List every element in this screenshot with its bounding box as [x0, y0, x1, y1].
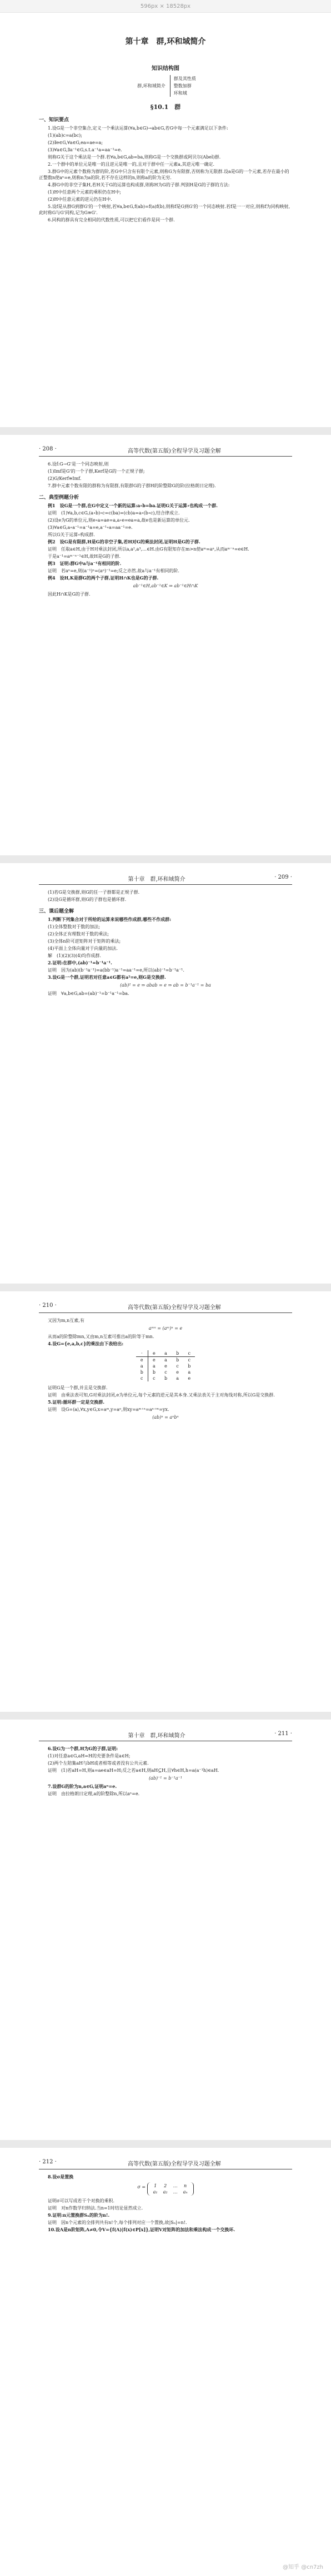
paragraph: 6.同构的群具有完全相同的代数性质,可以把它们看作是同一个群.	[48, 217, 175, 222]
exercise-statement: 4.设G={e,a,b,c}的乘法由下表给出:	[48, 1341, 124, 1346]
paragraph: 因此H∩K是G的子群.	[48, 592, 91, 597]
paragraph: 于是a⁻¹=aᵐ⁻ⁿ⁻¹∈H,故H是G的子群.	[48, 554, 121, 559]
paragraph: 证明 若aⁿ=e,则(a⁻¹)ⁿ=(aⁿ)⁻¹=e;反之亦然.故a与a⁻¹有相同的阶.	[48, 568, 179, 573]
page-number: · 210 ·	[39, 1302, 57, 1309]
table-cell: a	[160, 1350, 172, 1357]
paragraph: 证明 由乘法表可知,G对乘法封闭,e为单位元,每个元素的逆元是其本身.又乘法表关于主对角线对称,所以G是交换群.	[48, 1393, 275, 1398]
running-header	[39, 446, 292, 457]
paragraph: 证明 (1)若aH=H,则a=ae∈aH=H;反之若a∈H,则aH⊆H,且∀h∈H,h=a(a⁻¹h)∈aH.	[48, 1768, 219, 1773]
page-separator	[0, 427, 331, 435]
map-branch: 整数加群	[173, 83, 192, 88]
map-branch: 环和域	[173, 91, 187, 96]
table-cell: e	[188, 1376, 191, 1381]
map-branch: 群及其性质	[173, 76, 196, 81]
paragraph: 7.群中元素个数有限的群称为有限群,有限群G的子群H的阶整除G的阶(拉格朗日定理).	[48, 483, 216, 488]
page-separator	[0, 1712, 331, 1720]
paragraph: 证明 ∀a,b∈G,ab=(ab)⁻¹=b⁻¹a⁻¹=ba.	[48, 991, 129, 996]
paragraph: 证明 因n个元素的全排列共有n!个,每个排列对应一个置换,故|Sₙ|=n!.	[48, 2220, 187, 2225]
exercise-statement: 1.判断下列集合对于所给的运算来说哪些作成群,哪些不作成群:	[48, 917, 172, 922]
exercise-statement: 10.设A是n阶矩阵,A≠0,令V={f(A)|f(x)∈P[x]},证明V对矩阵的加法和乘法构成一个交换环.	[48, 2227, 235, 2232]
outline-heading: 知识结构图	[152, 66, 179, 72]
paragraph: (3)∀a∈G,a∘a⁻¹=a⁻¹a=e,a⁻¹∘a=aa⁻¹=e.	[48, 525, 133, 530]
page-separator	[0, 855, 331, 863]
paragraph: (1)H中任意两个元素的乘积仍在H中;	[48, 190, 121, 195]
table-cell: a	[164, 1358, 167, 1363]
table-cell: b	[188, 1364, 191, 1369]
map-branches	[170, 75, 196, 97]
example-statement: 例3 证明:群G中a与a⁻¹有相同的阶.	[48, 561, 122, 566]
paragraph: (3)∀a∈G,∃a⁻¹∈G,s.t.a⁻¹a=aa⁻¹=e.	[48, 147, 122, 152]
book-title: 高等代数(第五版)全程导学及习题全解	[128, 1305, 221, 1311]
table-cell: b	[176, 1358, 179, 1363]
table-cell: n	[184, 2183, 187, 2188]
book-page-6	[0, 2148, 331, 2576]
paragraph: 从而a的阶整除mn,又由m,n互素可推出a的阶等于mn.	[48, 1334, 154, 1339]
table-cell: a₁	[153, 2189, 158, 2194]
exercise-statement: 3.设G是一个群,证明若对任意a∈G都有a²=e,则G是交换群.	[48, 974, 166, 980]
paragraph: 证明 因为(ab)(b⁻¹a⁻¹)=a(bb⁻¹)a⁻¹=aa⁻¹=e,所以(ab)⁻¹=b⁻¹a⁻¹.	[48, 968, 184, 973]
paragraph: 证明 任取a∈H,由于H对乘法封闭,所以a,a²,a³,…∈H.由G有限知存在m>n使aᵐ=aⁿ,从而aᵐ⁻ⁿ=e∈H.	[48, 547, 249, 552]
chapter-title: 第十章 群,环和域简介	[125, 37, 206, 46]
table-cell: e	[153, 1358, 156, 1363]
formula: (ab)ⁿ = aⁿbⁿ	[152, 1415, 179, 1420]
table-cell: c	[188, 1358, 190, 1363]
paragraph: 证明 对n作数学归纳法.当n=1时结论显然成立.	[48, 2206, 143, 2211]
book-page-5	[0, 1720, 331, 2140]
map-root: 群,环和域简介	[137, 83, 165, 88]
paragraph: 3.群G中的元素个数称为群的阶,若G中只含有有限个元素,则称G为有限群,否则称为无限群.设a是G的一个元素,若存在最小的正整数n使aⁿ=e,则称n为a的阶,若不存在这样的n,则称a的阶为无穷.	[39, 169, 289, 180]
chapter-header: 第十章 群,环和域简介	[128, 1733, 185, 1739]
paragraph: 证明σ可以写成若干个对换的乘积.	[48, 2198, 115, 2203]
example-statement: 例4 设H,K是群G的两个子群,证明H∩K也是G的子群.	[48, 575, 159, 581]
paragraph: 4.群G中的非空子集H,若H关于G的运算也构成群,则称H为G的子群.判别H是G的子群的方法:	[48, 182, 230, 187]
knowledge-map	[39, 75, 292, 97]
table-cell: ·	[136, 1350, 148, 1357]
table-cell: e	[176, 1370, 179, 1375]
table-cell: …	[173, 2183, 178, 2188]
paragraph: (1)(ab)c=a(bc);	[48, 133, 82, 138]
paragraph: (2)G/Kerf≅Imf.	[48, 476, 82, 481]
page-number: · 212 ·	[39, 2159, 57, 2165]
canvas-size-label: 596px × 18528px	[140, 3, 191, 9]
table-cell: b	[152, 1370, 156, 1375]
running-header	[39, 2159, 292, 2169]
exercise-statement: 8.设σ是置换	[48, 2174, 74, 2179]
paragraph: (2)设e为G的单位元,则e∘a=ae=a,a∘e=ea=a,故e也是新运算的单位元.	[48, 518, 190, 523]
formula: aᵐⁿ = (aᵐ)ⁿ = e	[148, 1326, 183, 1331]
table-cell: c	[164, 1370, 167, 1375]
table-cell: b	[172, 1350, 183, 1357]
running-header	[39, 1302, 292, 1313]
paragraph: (2)∃e∈G,∀a∈G,ea=ae=a;	[48, 140, 103, 145]
table-cell: c	[136, 1375, 148, 1381]
table-cell: a	[136, 1363, 148, 1369]
table-cell: 1	[154, 2183, 157, 2188]
table-cell: …	[173, 2189, 178, 2194]
cayley-table	[136, 1350, 195, 1381]
table-cell: e	[136, 1357, 148, 1364]
paragraph: (1)对任意a∈G,aH=H的充要条件是a∈H;	[48, 1753, 131, 1758]
book-page-2	[0, 435, 331, 855]
table-cell: a	[188, 1370, 191, 1375]
table-cell: b	[136, 1369, 148, 1375]
table-cell: c	[153, 1376, 156, 1381]
chapter-header: 第十章 群,环和域简介	[128, 876, 185, 883]
book-page-4	[0, 1291, 331, 1712]
table-cell: a₂	[163, 2189, 168, 2194]
paragraph: (3)全体n阶可逆矩阵对于矩阵的乘法;	[48, 939, 121, 944]
page-number: · 211 ·	[274, 1731, 292, 1737]
page-number: · 208 ·	[39, 446, 57, 452]
paragraph: 又因为m,n互素,有	[48, 1318, 84, 1323]
paragraph: 6.设f:G→G'是一个同态映射,则	[48, 462, 109, 467]
paragraph: (1)若G是交换群,则G的任一子群都是正规子群.	[48, 890, 140, 895]
paragraph: 1.设G是一个非空集合,定义一个乘法运算(∀a,b∈G)→ab∈G,若G中每一个元素满足以下条件:	[48, 126, 228, 131]
permutation-matrix: σ = 1 2 … n a₁ a₂ … aₙ	[39, 2182, 292, 2196]
paragraph: 证明G是一个群,并且是交换群.	[48, 1385, 108, 1390]
table-cell: a	[152, 1364, 156, 1369]
paragraph: 解 (1)(2)(3)(4)均作成群.	[48, 953, 101, 958]
paragraph: (2)两个左陪集aH与bH或者相等或者没有公共元素.	[48, 1761, 149, 1766]
paragraph: (2)全体正有理数对于数的乘法;	[48, 932, 109, 937]
table-cell: aₙ	[183, 2189, 188, 2194]
book-page-3	[0, 863, 331, 1284]
exercise-statement: 6.设G为一个群,H为G的子群,证明:	[48, 1746, 118, 1751]
paragraph: 证明 由拉格朗日定理,a的阶整除n,所以aⁿ=e.	[48, 1791, 140, 1796]
exercise-statement: 7.设群G的阶为n,a∈G,证明aⁿ=e.	[48, 1784, 117, 1789]
book-page-1	[0, 13, 331, 427]
paragraph: 5.设f是从群G到群G'的一个映射,若∀a,b∈G,f(ab)=f(a)f(b),则称f是G到G'的一个同态映射.若f是一一对应,则称f为同构映射,此时称G与G'同构,记为G≅G'.	[39, 204, 290, 215]
formula: (ab)² = e ⇒ abab = e ⇒ ab = b⁻¹a⁻¹ = ba	[120, 983, 211, 988]
paragraph: 2.一个群中的单位元是唯一的且逆元是唯一的,且对于群中任一元素a,其逆元唯一确定.	[48, 162, 215, 167]
table-cell: c	[176, 1364, 179, 1369]
table-cell: e	[148, 1350, 160, 1357]
paragraph: (2)H中任意元素的逆元仍在H中.	[48, 197, 112, 202]
table-cell: e	[164, 1364, 167, 1369]
top-bar	[0, 0, 331, 13]
subsection-heading: 一、知识要点	[39, 117, 69, 123]
exercise-statement: 5.证明:循环群一定是交换群.	[48, 1399, 105, 1405]
paragraph: (4)平面上全体向量对于向量的加法.	[48, 946, 118, 951]
table-cell: b	[164, 1376, 168, 1381]
paragraph: 则称G关于这个乘法是一个群.若∀a,b∈G,ab=ba,则称G是一个交换群或阿贝尔(Abel)群.	[48, 155, 221, 160]
exercise-statement: 2.证明:在群中,(ab)⁻¹=b⁻¹a⁻¹.	[48, 960, 112, 965]
example-statement: 例2 设G是有限群,H是G的非空子集,若H对G的乘法封闭,证明H是G的子群.	[48, 539, 200, 544]
table-cell: a	[176, 1376, 179, 1381]
book-title: 高等代数(第五版)全程导学及习题全解	[128, 2161, 221, 2167]
running-header	[39, 874, 292, 885]
paragraph: 证明 设G=⟨a⟩,∀x,y∈G,x=aᵐ,y=aⁿ,则xy=aᵐ⁺ⁿ=aⁿ⁺ᵐ=yx.	[48, 1407, 169, 1412]
subsection-heading: 二、典型例题分析	[39, 495, 79, 501]
table-cell: 2	[164, 2183, 167, 2188]
page-number: · 209 ·	[274, 874, 292, 880]
table-cell: c	[183, 1350, 195, 1357]
running-header	[39, 1731, 292, 1741]
exercise-statement: 9.证明:n元置换群Sₙ的阶为n!.	[48, 2212, 110, 2218]
page-separator	[0, 1284, 331, 1291]
subsection-heading: 三、课后题全解	[39, 909, 74, 914]
paragraph: (1)全体整数对于数的加法;	[48, 924, 101, 929]
paragraph: 所以G关于运算∘构成群.	[48, 532, 95, 537]
paragraph: (2)设G是循环群,则G的子群也是循环群.	[48, 897, 127, 902]
example-statement: 例1 设G是一个群,在G中定义一个新的运算:a∘b=ba.证明G关于运算∘也构成一个群.	[48, 503, 218, 508]
paragraph: (1)Imf是G'的一个子群,Kerf是G的一个正规子群;	[48, 469, 145, 474]
paragraph: 证明 (1)∀a,b,c∈G,(a∘b)∘c=c(ba)=(cb)a=a∘(b∘c),结合律成立.	[48, 511, 180, 516]
book-title: 高等代数(第五版)全程导学及习题全解	[128, 448, 221, 454]
section-title: §10.1 群	[150, 103, 181, 111]
watermark: @知乎 @cn7zh	[283, 2564, 323, 2570]
formula: ab⁻¹∈H,ab⁻¹∈K ⇒ ab⁻¹∈H∩K	[133, 583, 198, 588]
page-separator	[0, 2140, 331, 2148]
formula: (ab)⁻¹ = b⁻¹a⁻¹	[148, 1776, 183, 1781]
